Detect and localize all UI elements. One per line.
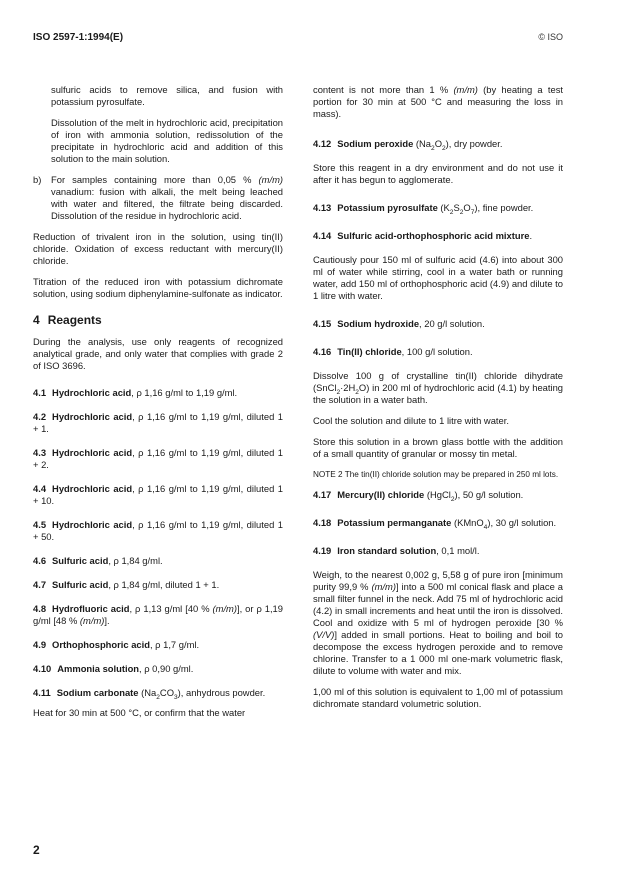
reagent-desc: . [529, 230, 533, 241]
document-code: ISO 2597-1:1994(E) [33, 32, 124, 43]
subscript: 3 [173, 693, 178, 701]
reagent-desc: S [453, 202, 460, 213]
continuation-text [313, 84, 563, 120]
subscript: 2 [449, 208, 454, 216]
text-part: ·2H [340, 382, 356, 393]
reagent-title: Hydrofluoric acid [52, 603, 130, 614]
clause-number: 4.2 [33, 411, 47, 422]
reduction-paragraph: Reduction of trivalent iron in the solution, using tin(II) chloride. Oxidation of excess reductant with mercury(II) chloride. [33, 231, 283, 266]
reagent-4-12 [313, 138, 563, 150]
reagent-desc: , ρ 1,84 g/ml. [108, 555, 163, 566]
reagent-4-11-text: Heat for 30 min at 500 °C, or confirm that the water [33, 707, 246, 718]
reagent-title: Ammonia solution [57, 663, 140, 674]
reagent-desc: ], or ρ 1,19 g/ml [48 % [33, 603, 283, 626]
clause-number: 4.10 [33, 663, 52, 674]
reagent-desc: , 0,1 mol/l. [436, 545, 480, 556]
subscript: 2 [459, 208, 464, 216]
clause-number: 4.7 [33, 579, 47, 590]
reagent-desc: ), fine powder. [474, 202, 534, 213]
reagent-4-14-text: Cautiously pour 150 ml of sulfuric acid (4.6) into about 300 ml of water while stirring, cool in a water bath or running water, add 150 ml of orthophosphoric acid (4.9) and dilute to 1 litre with water. [313, 254, 563, 301]
reagent-desc: , ρ 1,84 g/ml, diluted 1 + 1. [108, 579, 220, 590]
reagent-desc: O [463, 202, 471, 213]
reagent-4-12-text: Store this reagent in a dry environment and do not use it after it has begun to agglomerate. [313, 162, 563, 185]
reagent-4-19-equivalence: 1,00 ml of this solution is equivalent to 1,00 ml of potassium dichromate standard volumetric solution. [313, 686, 563, 709]
reagent-desc: , ρ 0,90 g/ml. [139, 663, 194, 674]
reagent-title: Potassium pyrosulfate [337, 202, 438, 213]
reagent-4-3 [33, 447, 283, 471]
reagent-desc: ), anhydrous powder. [177, 687, 266, 698]
reagent-desc: , 20 g/l solution. [419, 318, 485, 329]
copyright-mark: © ISO [538, 32, 563, 42]
clause-number: 4.5 [33, 519, 47, 530]
reagent-4-7 [33, 579, 283, 591]
reagent-desc: , ρ 1,13 g/ml [40 % [129, 603, 213, 614]
unit-text: (V/V) [313, 629, 335, 640]
clause-number: 4.9 [33, 639, 47, 650]
clause-number: 4.16 [313, 346, 332, 357]
unit-text: (m/m) [371, 581, 396, 592]
clause-number: 4.11 [33, 687, 51, 698]
reagent-desc: , ρ 1,7 g/ml. [149, 639, 200, 650]
text-part: ] into a 500 ml conical flask and place a small filter funnel in the neck. Add 75 ml of hydrochloric acid (4.2) in small increments and heat until the iron is dissolved. Cool and oxidize with 5 ml of hydrogen peroxide [30 % [313, 581, 563, 628]
subscript: 7 [470, 208, 475, 216]
clause-number: 4.14 [313, 230, 332, 241]
reagent-4-19 [313, 545, 563, 557]
list-item-label: b) [33, 174, 42, 185]
reagent-title: Sulfuric acid [52, 555, 109, 566]
reagent-4-8 [33, 603, 283, 627]
reagent-desc: ), 30 g/l solution. [487, 517, 557, 528]
note-2: NOTE 2 The tin(II) chloride solution may be prepared in 250 ml lots. [313, 470, 559, 479]
clause-number: 4.17 [313, 489, 332, 500]
clause-number: 4.6 [33, 555, 47, 566]
text-part: O) in 200 ml of hydrochloric acid (4.1) by heating the solution in a water bath. [313, 382, 563, 405]
reagent-4-6 [33, 555, 283, 567]
subscript: 2 [156, 693, 160, 701]
reagent-4-18 [313, 517, 563, 529]
section-number: 4 [33, 313, 40, 327]
text-part: Weigh, to the nearest 0,002 g, 5,58 g of pure iron [minimum purity 99,9 % [313, 569, 563, 592]
subscript: 4 [483, 523, 488, 531]
clause-number: 4.12 [313, 138, 332, 149]
reagent-title: Hydrochloric acid [52, 519, 133, 530]
clause-number: 4.4 [33, 483, 47, 494]
reagent-4-1 [33, 387, 283, 399]
text-part: content is not more than 1 % [313, 84, 454, 95]
clause-number: 4.15 [313, 318, 332, 329]
subscript: 2 [450, 495, 455, 503]
left-column [33, 84, 283, 728]
reagent-4-19-text [313, 569, 563, 677]
reagent-desc: , ρ 1,16 g/ml to 1,19 g/ml, diluted 1 + 10. [33, 483, 283, 506]
clause-number: 4.13 [313, 202, 332, 213]
reagent-desc: (HgCl [424, 489, 451, 500]
reagent-title: Sulfuric acid-orthophosphoric acid mixture [337, 230, 530, 241]
clause-number: 4.19 [313, 545, 332, 556]
reagent-desc: , ρ 1,16 g/ml to 1,19 g/ml, diluted 1 + 2. [33, 447, 283, 470]
reagent-desc: , ρ 1,16 g/ml to 1,19 g/ml, diluted 1 + 1. [33, 411, 283, 434]
reagent-title: Hydrochloric acid [52, 387, 132, 398]
reagent-desc: ), dry powder. [445, 138, 503, 149]
reagent-desc: (KMnO [451, 517, 484, 528]
reagent-title: Sodium peroxide [337, 138, 414, 149]
list-item-b [33, 174, 283, 222]
reagent-4-5 [33, 519, 283, 543]
subscript: 2 [355, 388, 359, 396]
subscript: 2 [442, 144, 446, 152]
reagent-title: Iron standard solution [337, 545, 437, 556]
reagent-4-4 [33, 483, 283, 507]
reagent-desc: , 100 g/l solution. [401, 346, 473, 357]
clause-number: 4.1 [33, 387, 47, 398]
reagent-desc: , ρ 1,16 g/ml to 1,19 g/ml, diluted 1 + 50. [33, 519, 283, 542]
reagent-title: Sodium hydroxide [337, 318, 420, 329]
reagent-title: Potassium permanganate [337, 517, 452, 528]
reagent-4-16-text-3: Store this solution in a brown glass bottle with the addition of a small quantity of granular or mossy tin metal. [313, 436, 563, 459]
reagent-4-10 [33, 663, 283, 675]
subscript: 2 [431, 144, 435, 152]
text-part: vanadium: fusion with alkali, the melt being leached with water and filtered, the filtrate being discarded. Dissolution of the residue in hydrochloric acid. [51, 186, 283, 221]
reagent-4-14 [313, 230, 563, 242]
reagent-desc: , ρ 1,16 g/ml to 1,19 g/ml. [131, 387, 238, 398]
text-part: (by heating a test portion for 30 min at 500 °C and measuring the loss in mass). [313, 84, 563, 119]
reagent-4-17 [313, 489, 563, 501]
reagent-desc: (Na [413, 138, 432, 149]
reagent-4-15 [313, 318, 563, 330]
list-item-text [51, 174, 283, 222]
reagent-title: Tin(II) chloride [337, 346, 402, 357]
reagent-title: Sulfuric acid [52, 579, 109, 590]
reagent-desc: ]. [104, 615, 110, 626]
reagent-desc: O [434, 138, 442, 149]
reagent-4-9 [33, 639, 283, 651]
reagent-4-13 [313, 202, 563, 214]
continuation-text-1: sulfuric acids to remove silica, and fusion with potassium pyrosulfate. [51, 84, 283, 107]
reagent-4-11 [33, 687, 283, 699]
section-heading-reagents [33, 314, 283, 326]
unit-text: (m/m) [212, 603, 237, 614]
reagent-desc: CO [159, 687, 174, 698]
subscript: 2 [336, 388, 341, 396]
reagent-4-16 [313, 346, 563, 358]
page-number: 2 [33, 843, 40, 857]
reagent-title: Hydrochloric acid [52, 483, 133, 494]
reagent-title: Hydrochloric acid [52, 411, 133, 422]
reagent-desc: (Na [138, 687, 157, 698]
unit-text: (m/m) [258, 174, 283, 185]
unit-text: (m/m) [79, 615, 105, 626]
reagent-4-16-text-2: Cool the solution and dilute to 1 litre with water. [313, 415, 509, 426]
text-part: Dissolve 100 g of crystalline tin(II) chloride dihydrate (SnCl [313, 370, 563, 393]
reagent-desc: ), 50 g/l solution. [454, 489, 524, 500]
reagent-title: Sodium carbonate [56, 687, 139, 698]
clause-number: 4.8 [33, 603, 47, 614]
reagent-title: Orthophosphoric acid [52, 639, 150, 650]
reagent-4-2 [33, 411, 283, 435]
section-title: Reagents [47, 313, 102, 327]
reagent-4-16-text-1 [313, 370, 563, 406]
clause-number: 4.18 [313, 517, 332, 528]
reagent-title: Mercury(II) chloride [337, 489, 425, 500]
text-part: ] added in small portions. Heat to boiling and boil to decompose the excess hydrogen peroxide and to remove chlorine. Transfer to a 1 000 ml one-mark volumetric flask, dilute to volume with water and mix. [313, 629, 563, 676]
right-column [313, 84, 563, 719]
text-part: For samples containing more than 0,05 % [51, 174, 259, 185]
reagent-desc: (K [437, 202, 450, 213]
clause-number: 4.3 [33, 447, 47, 458]
unit-text: (m/m) [453, 84, 478, 95]
continuation-text-2: Dissolution of the melt in hydrochloric acid, precipitation of iron with ammonia solution, redissolution of the precipitate in hydrochloric acid and addition of this solution to the main solution. [51, 117, 283, 164]
titration-paragraph: Titration of the reduced iron with potassium dichromate solution, using sodium diphenylamine-sulfonate as indicator. [33, 276, 283, 299]
reagents-intro: During the analysis, use only reagents of recognized analytical grade, and only water that complies with grade 2 of ISO 3696. [33, 336, 283, 371]
reagent-title: Hydrochloric acid [52, 447, 133, 458]
